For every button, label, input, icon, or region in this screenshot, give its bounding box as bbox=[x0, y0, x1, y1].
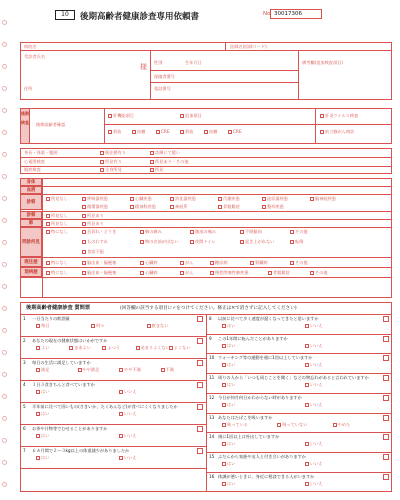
answer-option[interactable] bbox=[222, 422, 248, 427]
answer-option[interactable] bbox=[277, 422, 307, 427]
answer-option[interactable] bbox=[305, 461, 323, 466]
exam-item: がん bbox=[180, 260, 193, 265]
question-divider bbox=[20, 424, 206, 425]
answer-option[interactable] bbox=[169, 345, 191, 350]
exam-item: 転倒 bbox=[290, 239, 303, 244]
answer-option[interactable] bbox=[36, 433, 49, 438]
question-checkbox[interactable] bbox=[383, 454, 389, 460]
answer-checkbox[interactable] bbox=[277, 423, 281, 427]
answer-checkbox[interactable] bbox=[222, 423, 226, 427]
answer-label: よくない bbox=[173, 345, 191, 350]
exam-item: 特になし bbox=[46, 260, 68, 265]
answer-option[interactable] bbox=[305, 343, 323, 348]
serial-number: 30017306 bbox=[270, 9, 322, 19]
answer-label: いいえ bbox=[124, 389, 137, 394]
answer-label: まあよい bbox=[74, 345, 91, 350]
answer-checkbox[interactable] bbox=[305, 403, 309, 407]
answer-checkbox[interactable] bbox=[222, 403, 226, 407]
answer-label: 不満 bbox=[165, 367, 174, 372]
exam-item: 心臓病 bbox=[140, 270, 158, 275]
question-divider bbox=[206, 432, 392, 433]
hole-icon bbox=[2, 460, 7, 465]
question-checkbox[interactable] bbox=[383, 355, 389, 361]
answer-label: 吸っている bbox=[227, 421, 248, 427]
question-divider bbox=[206, 413, 392, 414]
exam-row-label: 現病歴 bbox=[20, 267, 42, 277]
answer-checkbox[interactable] bbox=[119, 456, 123, 460]
answer-checkbox[interactable] bbox=[36, 368, 40, 372]
answer-label: はい bbox=[227, 362, 236, 368]
question-text: 毎日の生活に満足していますか bbox=[32, 360, 91, 365]
lab-item: 追加項目 bbox=[180, 113, 202, 118]
lab-item: CRE bbox=[228, 129, 241, 134]
answer-option[interactable] bbox=[161, 367, 174, 372]
answer-checkbox[interactable] bbox=[222, 363, 226, 367]
exam-row-label: 既往歴 bbox=[20, 257, 42, 267]
answer-checkbox[interactable] bbox=[119, 368, 123, 372]
question-number: 11 bbox=[209, 375, 215, 381]
answer-checkbox[interactable] bbox=[305, 482, 309, 486]
answer-checkbox[interactable] bbox=[36, 390, 40, 394]
lab-item: 肝機能項目 bbox=[108, 113, 134, 118]
hole-icon bbox=[2, 372, 7, 377]
answer-option[interactable] bbox=[78, 367, 100, 372]
question-number: 3 bbox=[23, 360, 26, 365]
hole-icon bbox=[2, 152, 7, 157]
hole-icon bbox=[2, 262, 7, 267]
answer-label: いいえ bbox=[310, 382, 323, 388]
answer-checkbox[interactable] bbox=[36, 346, 40, 350]
sex-label: 性別 bbox=[154, 60, 163, 65]
birth-label: 生年月日 bbox=[185, 60, 202, 65]
answer-label: 時々 bbox=[96, 323, 105, 328]
answer-option[interactable] bbox=[305, 402, 323, 407]
question-number: 12 bbox=[209, 394, 215, 400]
answer-option[interactable] bbox=[222, 402, 235, 407]
question-divider bbox=[206, 334, 392, 335]
sama-label: 様 bbox=[140, 63, 147, 71]
question-text: お茶や汁物等でむせることがありますか bbox=[32, 426, 108, 431]
answer-option[interactable] bbox=[119, 455, 137, 460]
answer-label: いいえ bbox=[310, 441, 323, 447]
question-checkbox[interactable] bbox=[383, 316, 389, 322]
answer-checkbox[interactable] bbox=[222, 442, 226, 446]
exam-block bbox=[20, 178, 392, 298]
hole-icon bbox=[2, 196, 7, 201]
exam-item: 心臓病 bbox=[140, 260, 158, 265]
answer-label: いいえ bbox=[310, 323, 323, 328]
body-row-note: 所見あり・その他 bbox=[150, 159, 189, 164]
answer-checkbox[interactable] bbox=[222, 324, 226, 328]
exam-item: 所見あり bbox=[82, 221, 104, 226]
answer-checkbox[interactable] bbox=[222, 344, 226, 348]
question-text: 周りの人から「いつも同じことを聞く」などの物忘れがあると言われていますか bbox=[218, 375, 369, 381]
exam-item: その他 bbox=[290, 260, 308, 265]
answer-option[interactable] bbox=[305, 362, 323, 367]
answer-checkbox[interactable] bbox=[69, 346, 73, 350]
exam-item: 脳神経疾患 bbox=[310, 196, 336, 201]
lab-item: CRE bbox=[156, 129, 169, 134]
exam-item: 脳出血・脳梗塞 bbox=[82, 270, 116, 275]
insurer-label: 保険者番号 bbox=[154, 74, 175, 79]
answer-option[interactable] bbox=[222, 441, 235, 446]
hole-icon bbox=[2, 284, 7, 289]
question-divider bbox=[20, 380, 206, 381]
phone-label: 電話番号 bbox=[154, 86, 171, 91]
answer-checkbox[interactable] bbox=[91, 324, 95, 328]
lab-item: 血糖 bbox=[132, 129, 145, 134]
lab-item: 前立腺がん検診 bbox=[320, 129, 354, 134]
question-divider bbox=[20, 336, 206, 337]
lab-section-label: 後期検査 bbox=[20, 108, 30, 144]
answer-label: 吸っていない bbox=[282, 421, 308, 427]
answer-label: 満足 bbox=[41, 367, 50, 372]
answer-label: はい bbox=[227, 342, 236, 348]
answer-label: はい bbox=[41, 389, 50, 394]
answer-label: はい bbox=[41, 433, 50, 438]
exam-section-label: 身体 bbox=[20, 178, 42, 186]
answer-option[interactable] bbox=[305, 441, 323, 446]
answer-checkbox[interactable] bbox=[119, 390, 123, 394]
exam-item: 骨粗鬆症 bbox=[218, 204, 240, 209]
question-text: 半年前に比べて固いもの(さきいか、たくあんなど)が食べにくくなりましたか bbox=[32, 404, 178, 409]
question-text: ウォーキング等の運動を週に1回以上していますか bbox=[218, 355, 313, 361]
answer-checkbox[interactable] bbox=[147, 324, 151, 328]
exam-item: 整形疾患 bbox=[262, 204, 284, 209]
name-label: 受診者氏名 bbox=[24, 54, 45, 59]
lab-item: 貧血 bbox=[180, 129, 193, 134]
exam-item: 腎臓病 bbox=[250, 260, 268, 265]
hole-icon bbox=[2, 86, 7, 91]
exam-item: 息切れ・どうき bbox=[82, 229, 116, 234]
lab-item: 血糖 bbox=[204, 129, 217, 134]
answer-label: いいえ bbox=[124, 455, 137, 460]
question-checkbox[interactable] bbox=[197, 360, 203, 366]
exam-item: 特になし bbox=[46, 270, 68, 275]
answer-option[interactable] bbox=[36, 323, 49, 328]
exam-section-label: 血液 bbox=[20, 186, 42, 194]
question-number: 4 bbox=[23, 382, 26, 387]
answer-option[interactable] bbox=[222, 382, 235, 387]
answer-label: はい bbox=[227, 441, 236, 447]
answer-checkbox[interactable] bbox=[333, 423, 337, 427]
answer-checkbox[interactable] bbox=[222, 462, 226, 466]
answer-checkbox[interactable] bbox=[102, 346, 106, 350]
question-number: 13 bbox=[209, 414, 215, 420]
answer-checkbox[interactable] bbox=[161, 368, 165, 372]
question-text: 体調が悪いときに、身近に相談できる人がいますか bbox=[218, 473, 315, 479]
answer-checkbox[interactable] bbox=[36, 456, 40, 460]
answer-label: 毎日 bbox=[41, 323, 50, 328]
exam-item: その他 bbox=[290, 229, 308, 234]
answer-label: いいえ bbox=[310, 480, 323, 486]
answer-checkbox[interactable] bbox=[136, 346, 140, 350]
hole-icon bbox=[2, 416, 7, 421]
hole-icon bbox=[2, 350, 7, 355]
question-divider bbox=[20, 402, 206, 403]
answer-option[interactable] bbox=[305, 481, 323, 486]
question-text: あなたの現在の健康状態はいかがですか bbox=[32, 338, 108, 343]
answer-option[interactable] bbox=[36, 411, 49, 416]
questionnaire-instruction: (回答欄の該当する項目に✓をつけてください。修正は✕で消さずに記入してください) bbox=[120, 306, 297, 311]
answer-option[interactable] bbox=[305, 323, 323, 328]
answer-label: やや不満 bbox=[124, 367, 141, 372]
exam-item: 慢性閉塞性肺疾患 bbox=[210, 270, 249, 275]
address-label: 住所 bbox=[24, 86, 33, 91]
answer-option[interactable] bbox=[222, 481, 235, 486]
question-text: ふだんから家族や友人と付き合いがありますか bbox=[218, 453, 306, 459]
body-block bbox=[20, 148, 392, 174]
body-row-label: 心電図検査 bbox=[24, 159, 45, 164]
hole-icon bbox=[2, 394, 7, 399]
answer-label: いいえ bbox=[310, 362, 323, 368]
question-divider bbox=[206, 491, 392, 492]
body-row-note: 診療にて疑い bbox=[150, 150, 180, 155]
exam-row-label: 診察 bbox=[20, 211, 42, 219]
question-checkbox[interactable] bbox=[197, 404, 203, 410]
exam-item: その他 bbox=[310, 270, 328, 275]
exam-item: 所見あり bbox=[82, 213, 104, 218]
question-checkbox[interactable] bbox=[383, 375, 389, 381]
answer-label: はい bbox=[227, 460, 236, 466]
answer-option[interactable] bbox=[119, 411, 137, 416]
answer-label: いいえ bbox=[310, 460, 323, 466]
question-number: 9 bbox=[209, 335, 212, 341]
remarks-label: 備考欄(追加検査項目) bbox=[302, 60, 343, 65]
answer-checkbox[interactable] bbox=[305, 363, 309, 367]
answer-label: はい bbox=[227, 401, 236, 407]
hole-icon bbox=[2, 482, 7, 487]
copy-number: 10 bbox=[55, 10, 75, 20]
body-row-value: 既往歴有り bbox=[100, 150, 126, 155]
exam-item: 骨粗鬆症 bbox=[268, 270, 290, 275]
answer-label: いいえ bbox=[124, 411, 137, 416]
hole-icon bbox=[2, 306, 7, 311]
answer-label: よい bbox=[41, 345, 50, 350]
answer-option[interactable] bbox=[36, 345, 49, 350]
answer-option[interactable] bbox=[119, 389, 137, 394]
body-row-value: 所見有り bbox=[100, 159, 122, 164]
answer-checkbox[interactable] bbox=[305, 383, 309, 387]
exam-item: 特になし bbox=[46, 229, 68, 234]
hole-icon bbox=[2, 218, 7, 223]
answer-option[interactable] bbox=[147, 323, 169, 328]
answer-checkbox[interactable] bbox=[305, 462, 309, 466]
question-text: この1年間に転んだことがありますか bbox=[218, 335, 288, 341]
hole-icon bbox=[2, 240, 7, 245]
question-checkbox[interactable] bbox=[197, 338, 203, 344]
body-row-label: 眼底検査 bbox=[24, 167, 41, 172]
exam-item: 物の名前が出ない bbox=[140, 239, 179, 244]
question-checkbox[interactable] bbox=[383, 434, 389, 440]
answer-checkbox[interactable] bbox=[305, 442, 309, 446]
answer-checkbox[interactable] bbox=[222, 482, 226, 486]
question-divider bbox=[206, 472, 392, 473]
lab-row-label: 後期高齢者確認 bbox=[36, 122, 66, 127]
question-checkbox[interactable] bbox=[383, 474, 389, 480]
answer-label: いいえ bbox=[310, 342, 323, 348]
question-number: 8 bbox=[209, 316, 212, 321]
question-number: 15 bbox=[209, 453, 215, 459]
exam-item: 起き上がれない bbox=[240, 239, 274, 244]
answer-label: 飲まない bbox=[151, 323, 169, 328]
question-text: あなたはたばこを吸いますか bbox=[218, 414, 273, 420]
exam-row-label: 肺 bbox=[20, 219, 42, 227]
question-number: 1 bbox=[23, 316, 26, 321]
answer-option[interactable] bbox=[222, 461, 235, 466]
question-divider bbox=[206, 393, 392, 394]
hospital-label: 病院名 bbox=[24, 44, 37, 49]
exam-item: 呼吸器疾患 bbox=[82, 196, 108, 201]
serial-label: No bbox=[263, 11, 271, 17]
question-checkbox[interactable] bbox=[197, 448, 203, 454]
exam-item: ものわすれ bbox=[82, 239, 108, 244]
answer-label: やめた bbox=[337, 421, 351, 427]
exam-item: 循環器疾患 bbox=[82, 204, 108, 209]
question-checkbox[interactable] bbox=[197, 316, 203, 322]
question-text: 以前に比べて歩く速度が遅くなってきたと思いますか bbox=[218, 316, 319, 321]
question-text: 週に1回以上は外出していますか bbox=[218, 434, 280, 440]
exam-item: 食欲不振 bbox=[82, 249, 104, 254]
question-divider bbox=[206, 373, 392, 374]
answer-label: はい bbox=[41, 455, 50, 460]
answer-label: はい bbox=[227, 480, 236, 486]
exam-item: 胸の痛み bbox=[140, 229, 162, 234]
answer-label: いいえ bbox=[124, 433, 137, 438]
answer-option[interactable] bbox=[222, 323, 235, 328]
exam-item: 神経系 bbox=[170, 204, 188, 209]
lab-item: 肝炎ウイルス検査 bbox=[320, 113, 358, 118]
hole-icon bbox=[2, 42, 7, 47]
question-checkbox[interactable] bbox=[383, 395, 389, 401]
answer-label: はい bbox=[227, 323, 236, 328]
answer-checkbox[interactable] bbox=[222, 383, 226, 387]
question-number: 6 bbox=[23, 426, 26, 431]
question-checkbox[interactable] bbox=[197, 382, 203, 388]
exam-item: 腹部の痛み bbox=[190, 229, 216, 234]
answer-label: ふつう bbox=[107, 345, 120, 350]
question-text: １日３食きちんと食べていますか bbox=[32, 382, 95, 387]
question-number: 16 bbox=[209, 473, 215, 479]
question-text: 今日が何月何日かわからない時がありますか bbox=[218, 394, 302, 400]
answer-checkbox[interactable] bbox=[36, 434, 40, 438]
answer-option[interactable] bbox=[136, 345, 170, 350]
answer-label: やや満足 bbox=[82, 367, 100, 372]
answer-label: いいえ bbox=[310, 401, 323, 407]
answer-option[interactable] bbox=[36, 455, 49, 460]
hole-icon bbox=[2, 328, 7, 333]
exam-item: 夜間トイレ bbox=[190, 239, 216, 244]
answer-checkbox[interactable] bbox=[119, 412, 123, 416]
question-divider bbox=[20, 446, 206, 447]
answer-option[interactable] bbox=[333, 422, 351, 427]
answer-label: はい bbox=[41, 411, 50, 416]
form-title: 後期高齢者健康診査専用依頼書 bbox=[80, 12, 200, 22]
lab-item: 貧血 bbox=[108, 129, 121, 134]
question-number: 14 bbox=[209, 434, 215, 440]
question-number: 5 bbox=[23, 404, 26, 409]
question-checkbox[interactable] bbox=[383, 336, 389, 342]
body-row-note: 所見 bbox=[150, 167, 163, 172]
exam-item: 所見なし bbox=[46, 196, 68, 201]
answer-checkbox[interactable] bbox=[119, 434, 123, 438]
hospital-code-label: 医師名(医師コード) bbox=[230, 44, 267, 49]
exam-row-label: 診察 bbox=[20, 194, 42, 210]
hole-icon bbox=[2, 108, 7, 113]
questionnaire-title: 後期高齢者健康診査 質問票 bbox=[26, 305, 91, 311]
exam-item: 所見なし bbox=[46, 221, 68, 226]
exam-item: 消化器疾患 bbox=[170, 196, 196, 201]
answer-option[interactable] bbox=[36, 389, 49, 394]
exam-item: 所見なし bbox=[46, 213, 68, 218]
exam-item: 心臓疾患 bbox=[130, 196, 152, 201]
exam-item: 不眠傾向 bbox=[240, 229, 262, 234]
exam-item: 代謝疾患 bbox=[218, 196, 240, 201]
exam-item: がん bbox=[180, 270, 193, 275]
question-number: 7 bbox=[23, 448, 26, 453]
answer-option[interactable] bbox=[222, 343, 235, 348]
hole-icon bbox=[2, 438, 7, 443]
exam-row-label: 問診所見 bbox=[20, 227, 42, 257]
answer-option[interactable] bbox=[36, 367, 49, 372]
punch-holes bbox=[2, 20, 8, 490]
answer-option[interactable] bbox=[91, 323, 104, 328]
question-number: 10 bbox=[209, 355, 215, 361]
question-divider bbox=[20, 468, 206, 469]
answer-option[interactable] bbox=[102, 345, 120, 350]
question-checkbox[interactable] bbox=[383, 415, 389, 421]
answer-option[interactable] bbox=[119, 367, 141, 372]
hole-icon bbox=[2, 64, 7, 69]
question-divider bbox=[206, 452, 392, 453]
exam-item: 泌尿器疾患 bbox=[262, 196, 288, 201]
hole-icon bbox=[2, 174, 7, 179]
question-number: 2 bbox=[23, 338, 26, 343]
exam-item: 脳出血・脳梗塞 bbox=[82, 260, 116, 265]
answer-checkbox[interactable] bbox=[78, 368, 82, 372]
exam-item: 精神科疾患 bbox=[130, 204, 156, 209]
answer-checkbox[interactable] bbox=[36, 412, 40, 416]
body-row-value: 全身所見 bbox=[100, 167, 122, 172]
answer-checkbox[interactable] bbox=[305, 344, 309, 348]
question-divider bbox=[20, 358, 206, 359]
question-text: 一日当たりの飲酒量 bbox=[32, 316, 70, 321]
question-divider bbox=[206, 353, 392, 354]
answer-checkbox[interactable] bbox=[305, 324, 309, 328]
answer-option[interactable] bbox=[305, 382, 323, 387]
answer-checkbox[interactable] bbox=[169, 346, 173, 350]
question-checkbox[interactable] bbox=[197, 426, 203, 432]
answer-label: はい bbox=[227, 382, 236, 388]
body-row-label: 身長・体重・腹囲 bbox=[24, 150, 58, 155]
answer-option[interactable] bbox=[119, 433, 137, 438]
answer-option[interactable] bbox=[222, 362, 235, 367]
answer-option[interactable] bbox=[69, 345, 91, 350]
answer-label: あまりよくない bbox=[140, 345, 170, 350]
answer-checkbox[interactable] bbox=[36, 324, 40, 328]
exam-item: 糖尿病 bbox=[210, 260, 228, 265]
question-text: ６カ月間で２～３kg以上の体重減少がありましたか bbox=[32, 448, 130, 453]
hole-icon bbox=[2, 20, 7, 25]
hole-icon bbox=[2, 130, 7, 135]
